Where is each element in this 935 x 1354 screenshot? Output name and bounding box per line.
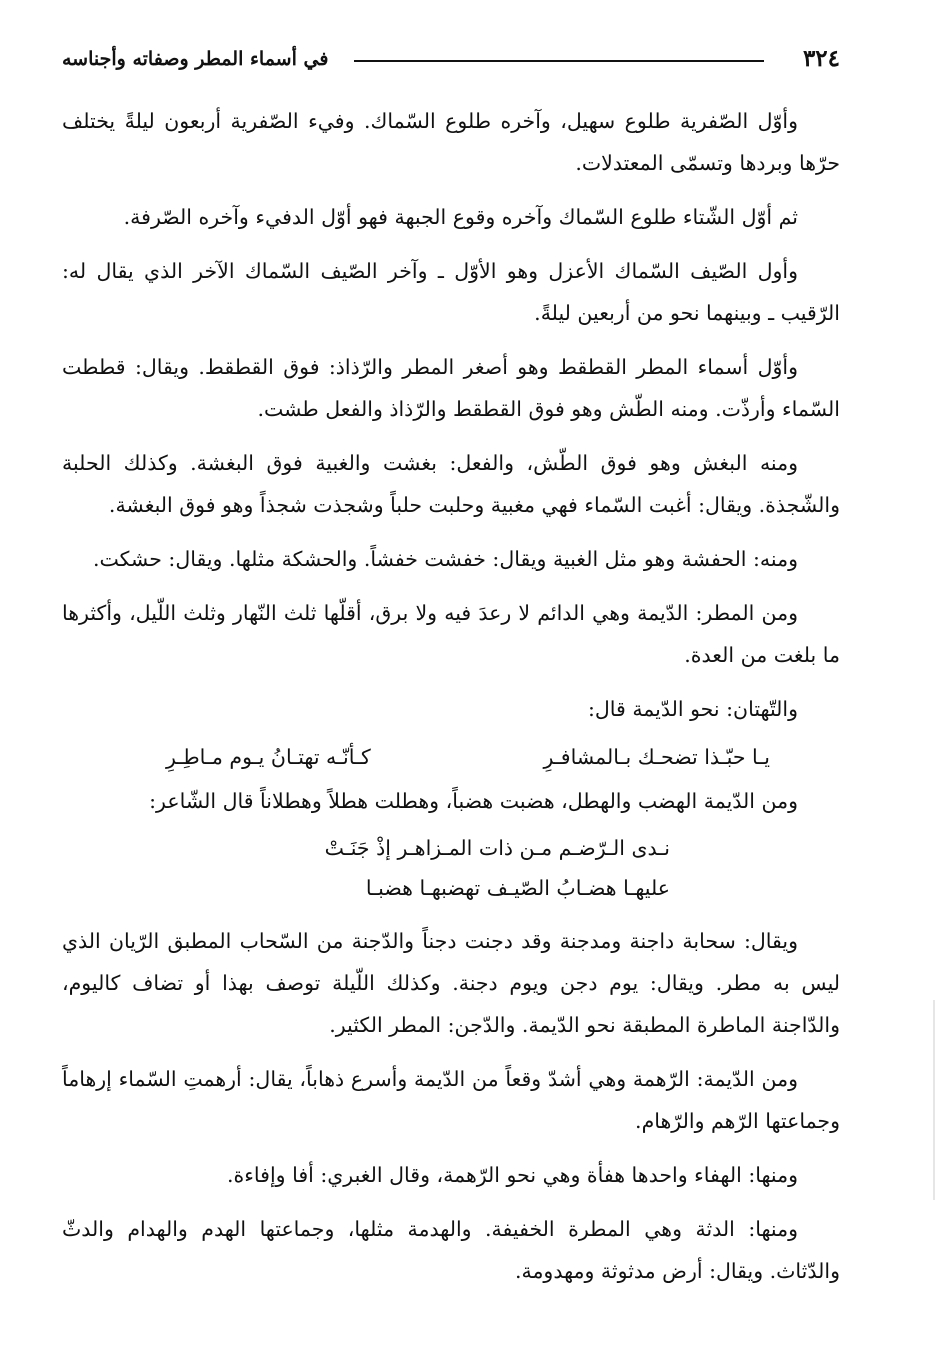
page-header: [62, 40, 840, 78]
paragraph: وأول الصّيف السّماك الأعزل وهو الأوّل ـ وآخر الصّيف السّماك الآخر الذي يقال له: الرّقيب ـ وبينهما نحو من أربعين ليلةً.: [62, 259, 840, 325]
paragraph: ومنه: الحفشة وهو مثل الغبية ويقال: خفشت خفشاً. والحشكة مثلها. ويقال: حشكت.: [92, 547, 798, 571]
page-body: [62, 100, 840, 1304]
verse-line: [166, 736, 770, 778]
verse-line-1: نـدى الـرّضـم مـن ذات المـزاهـر إذْ جَنَـتْ: [324, 836, 670, 860]
verse-couplet: [62, 828, 840, 908]
page-number: ٣٢٤: [802, 45, 840, 72]
header-rule: [354, 60, 764, 62]
verse-second-hemistich: كـأنّـه تهتـانُ يـوم مـاطِـرِ: [166, 745, 371, 769]
paragraph: ومنه البغش وهو فوق الطّش، والفعل: بغشت والغبية فوق البغشة. وكذلك الحلبة والشّجذة. ويقال: أغبت السّماء فهي مغبية وحلبت حلباً وشجذت شجذاً وهو فوق البغشة.: [62, 451, 840, 517]
running-title: في أسماء المطر وصفاته وأجناسه: [62, 48, 329, 70]
paragraph: وأوّل الصّفرية طلوع سهيل، وآخره طلوع السّماك. وفيء الصّفرية أربعون ليلةً يختلف حرّها وبردها وتسمّى المعتدلات.: [62, 109, 840, 175]
paragraph: ثم أوّل الشّتاء طلوع السّماك وآخره وقوع الجبهة فهو أوّل الدفيء وآخره الصّرفة.: [123, 205, 798, 229]
paragraph: والتّهتان: نحو الدّيمة قال:: [587, 697, 798, 721]
paragraph: وأوّل أسماء المطر القطقط وهو أصغر المطر والرّذاذ: فوق القطقط. ويقال: قططت السّماء وأرذّت. ومنه الطّش وهو فوق القطقط والرّذاذ والفعل طشت.: [62, 355, 840, 421]
paragraph: ومن المطر: الدّيمة وهي الدائم لا رعدَ فيه ولا برق، أقلّها ثلث النّهار وثلث اللّيل، وأكثرها ما بلغت من العدة.: [62, 601, 840, 667]
verse-first-hemistich: يـا حبّـذا تضحـك بـالمشافـرِ: [543, 745, 770, 769]
paragraph: ومن الدّيمة: الرّهمة وهي أشدّ وقعاً من الدّيمة وأسرع ذهاباً، يقال: أرهمتِ السّماء إرهاماً وجماعتها الرّهم والرّهام.: [62, 1067, 840, 1133]
paragraph: ومنها: الدثة وهي المطرة الخفيفة. والهدمة مثلها، وجماعتها الهدم والهدام والدثّ والدّثاث. ويقال: أرض مدثوثة ومهدومة.: [62, 1217, 840, 1283]
verse-line-2: عليهـا هضـابُ الصّيـف تهضبهـا هضبـا: [365, 876, 670, 900]
paragraph: ومن الدّيمة الهضب والهطل، هضبت هضباً، وهطلت هطلاً وهطلاناً قال الشّاعر:: [149, 789, 798, 813]
paragraph: ويقال: سحابة داجنة ومدجنة وقد دجنت دجناً والدّجنة من السّحاب المطبق الرّيان الذي ليس به مطر. ويقال: يوم دجن ويوم دجنة. وكذلك اللّيلة توصف بهذا أو تضاف كاليوم، والدّاجنة الماطرة المطبقة نحو الدّيمة. والدّجن: المطر الكثير.: [62, 929, 840, 1037]
paragraph: ومنها: الهفاء واحدها هفأة وهي نحو الرّهمة، وقال الغبري: أفا وإفاءة.: [227, 1163, 798, 1187]
